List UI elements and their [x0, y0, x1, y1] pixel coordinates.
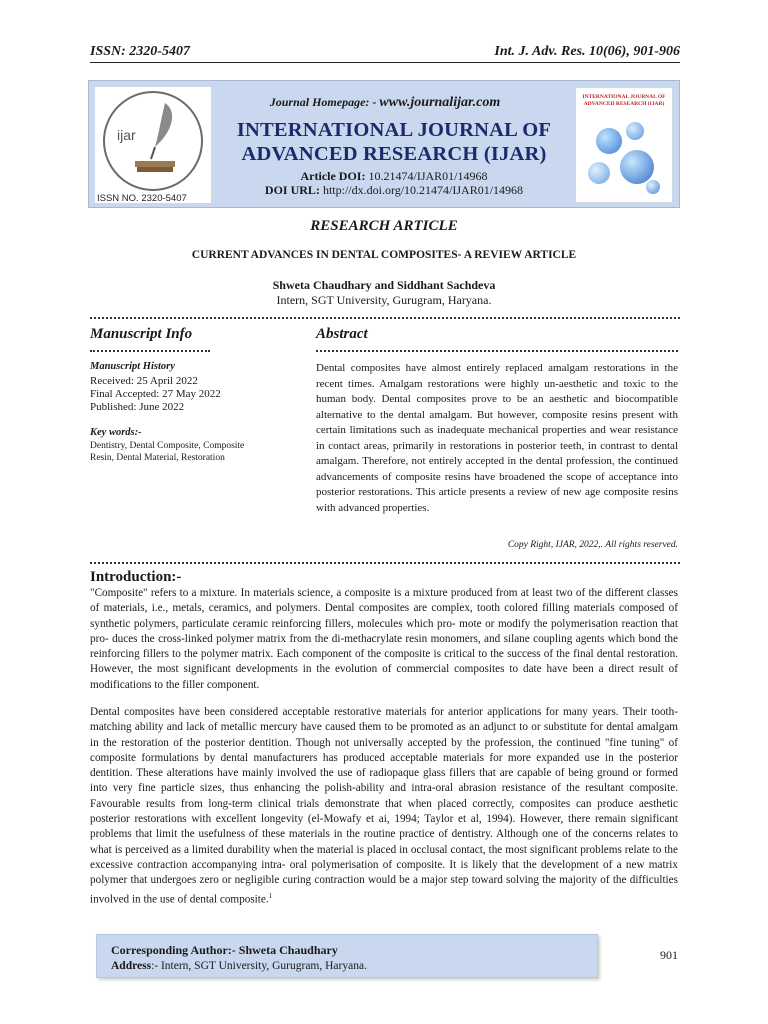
logo-text: ijar [117, 127, 136, 143]
copyright-line: Copy Right, IJAR, 2022,. All rights reserved. [507, 540, 678, 550]
keywords-line1: Dentistry, Dental Composite, Composite [90, 441, 245, 451]
address-label: Address [111, 960, 152, 972]
molecule-icon [596, 128, 622, 154]
doi-url-label: DOI URL: [264, 183, 320, 197]
published-date: Published: June 2022 [90, 401, 185, 413]
journal-title-line2: ADVANCED RESEARCH (IJAR) [241, 143, 547, 165]
address-value: :- Intern, SGT University, Gurugram, Haryana. [151, 960, 367, 972]
keywords-label: Key words:- [90, 427, 142, 438]
divider-short-left [90, 350, 210, 352]
abstract-heading: Abstract [316, 326, 368, 342]
article-authors: Shweta Chaudhary and Siddhant Sachdeva [272, 278, 496, 292]
introduction-paragraph-1: "Composite" refers to a mixture. In materials science, a composite is a mixture produced from at least two of the different classes of materials, i.e., metals, ceramics, and polymers. Dental composites are complex, tooth colored filling materials composed of synthetic polymers, particulate ceramic reinforcing fillers, molecules which pro- mote or modify the polymerisation reaction that pro- duces the cross-linked polymer matrix from the di-methacrylate resin monomers, and silane coupling agents which bond the reinforcing fillers to the polymer matrix. Each component of the composite is critical to the success of the final dental restoration. However, the most significant developments in the evolution of commercial composites to date have been a direct result of modifications to the filler component. [90, 587, 678, 691]
page-number: 901 [660, 948, 678, 962]
journal-banner [88, 80, 680, 208]
paragraph-2-text: Dental composites have been considered acceptable restorative materials for anterior applications for many years. Their tooth-matching ability and lack of metallic mercury have caused them to be promoted as an adjunct to or substitute for dental amalgam in the restoration of the posterior dentition. Though not universally accepted by the profession, the continued "fine tuning" of composite formulations by dental manufacturers has produced acceptable materials for more expanded use in the posterior dentition. These alterations have mainly involved the use of radiopaque glass fillers that are capable of being ground or formed into very fine particle sizes, thus enhancing the polish-ability and intra-oral abrasion resistance of the resultant composite. Favourable results from long-term clinical trials demonstrate that when placed correctly, composites can produce aesthetic posterior restorations with excellent longevity (el-Mowafy et ai, 1994; Taylor et al, 1994). However, there remain significant problems that limit the usefulness of these materials in the routine practice of dentistry. Although one of the concerns relates to what is perceived as a limited durability when the material is placed in occlusal contact, the most significant problems relate to the excessive contraction accompanying intra- oral polymerisation of composite. It is likely that the development of a new matrix polymer that undergoes zero or negligible curing contraction would be a major step toward solving the majority of the difficulties involved in the use of dental composite. [90, 706, 678, 906]
journal-title-line1: INTERNATIONAL JOURNAL OF [236, 119, 552, 141]
doi-url-value[interactable]: http://dx.doi.org/10.21474/IJAR01/14968 [322, 183, 524, 197]
keywords-line2: Resin, Dental Material, Restoration [90, 453, 225, 463]
divider-top [90, 317, 680, 319]
doi-label: Article DOI: [300, 169, 366, 183]
article-type: RESEARCH ARTICLE [310, 218, 458, 234]
author-address [111, 960, 367, 972]
journal-cover-image [575, 87, 673, 203]
molecule-icon [588, 162, 610, 184]
cover-title: INTERNATIONAL JOURNAL OF ADVANCED RESEARCH (IJAR) [582, 94, 666, 107]
issn-header: ISSN: 2320-5407 [90, 44, 190, 59]
manuscript-info-heading: Manuscript Info [90, 326, 193, 342]
article-title: CURRENT ADVANCES IN DENTAL COMPOSITES- A REVIEW ARTICLE [191, 249, 577, 261]
logo-issn: ISSN NO. 2320-5407 [97, 193, 187, 204]
author-affiliation: Intern, SGT University, Gurugram, Haryana. [276, 293, 492, 307]
molecule-icon [620, 150, 654, 184]
corresponding-author: Corresponding Author:- Shweta Chaudhary [111, 943, 338, 957]
header-rule [90, 62, 680, 63]
doi-url [209, 183, 579, 198]
divider-bottom [90, 562, 680, 564]
introduction-heading: Introduction:- [90, 569, 182, 585]
homepage-label: Journal Homepage: - [269, 95, 377, 109]
reference-superscript[interactable]: 1 [268, 891, 273, 900]
manuscript-history-label: Manuscript History [90, 361, 175, 372]
introduction-paragraph-2 [90, 705, 678, 908]
article-doi [219, 169, 569, 184]
received-date: Received: 25 April 2022 [90, 375, 198, 387]
citation-header: Int. J. Adv. Res. 10(06), 901-906 [494, 44, 680, 59]
divider-short-right [316, 350, 678, 352]
accepted-date: Final Accepted: 27 May 2022 [90, 388, 221, 400]
abstract-text: Dental composites have almost entirely replaced amalgam restorations in the recent times. Amalgam restorations were highly un-aesthetic and toxic to the human body. Dental composites prove to be an aesthetic and biocompatible alternative to the dental amalgam. But however, composite resins present with certain limitations such as inadequate mechanical properties and wear resistance in contact areas, primarily in restorations in posterior teeth, in contrast to dental amalgam. Therefore, not entirely accepted in the dental profession, the continued advancements of composite resins have broadened the scope of acceptance into posterior restorations. This article presents a review of new age composite resins with advanced properties. [316, 362, 678, 514]
molecule-icon [646, 180, 660, 194]
corresponding-author-box [96, 934, 598, 978]
molecule-icon [626, 122, 644, 140]
homepage-url[interactable]: www.journalijar.com [379, 95, 501, 110]
doi-value: 10.21474/IJAR01/14968 [368, 169, 488, 183]
